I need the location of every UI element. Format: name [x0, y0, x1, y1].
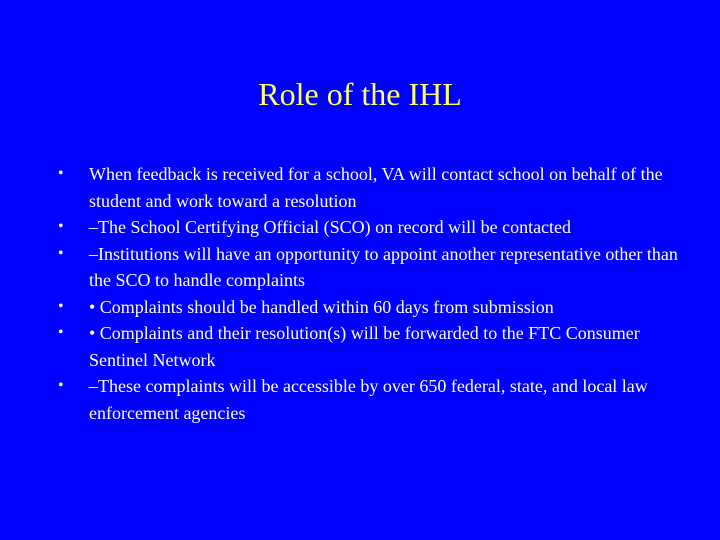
bullet-text: • Complaints should be handled within 60 days from submission [89, 296, 554, 317]
bullet-item [58, 373, 678, 426]
bullet-item [58, 320, 678, 373]
bullet-text: –The School Certifying Official (SCO) on record will be contacted [89, 217, 572, 237]
bullet-text: When feedback is received for a school, VA will contact school on behalf of the student and work toward a resolution [89, 164, 663, 211]
bullet-item [58, 241, 678, 294]
bullet-list [58, 161, 678, 426]
bullet-icon: • [58, 377, 64, 394]
bullet-icon: • [58, 324, 64, 341]
bullet-text: –These complaints will be accessible by over 650 federal, state, and local law enforcement agencies [89, 376, 648, 423]
bullet-icon: • [58, 218, 64, 235]
bullet-text: • Complaints and their resolution(s) will be forwarded to the FTC Consumer Sentinel Network [89, 323, 640, 370]
slide-title: Role of the IHL [258, 76, 462, 112]
bullet-icon: • [58, 165, 64, 182]
bullet-item [58, 294, 678, 321]
bullet-item [58, 214, 678, 241]
bullet-icon: • [58, 244, 64, 262]
bullet-item [58, 161, 678, 214]
bullet-icon: • [58, 297, 64, 315]
bullet-text: –Institutions will have an opportunity to appoint another representative other than the SCO to handle complaints [89, 243, 678, 290]
